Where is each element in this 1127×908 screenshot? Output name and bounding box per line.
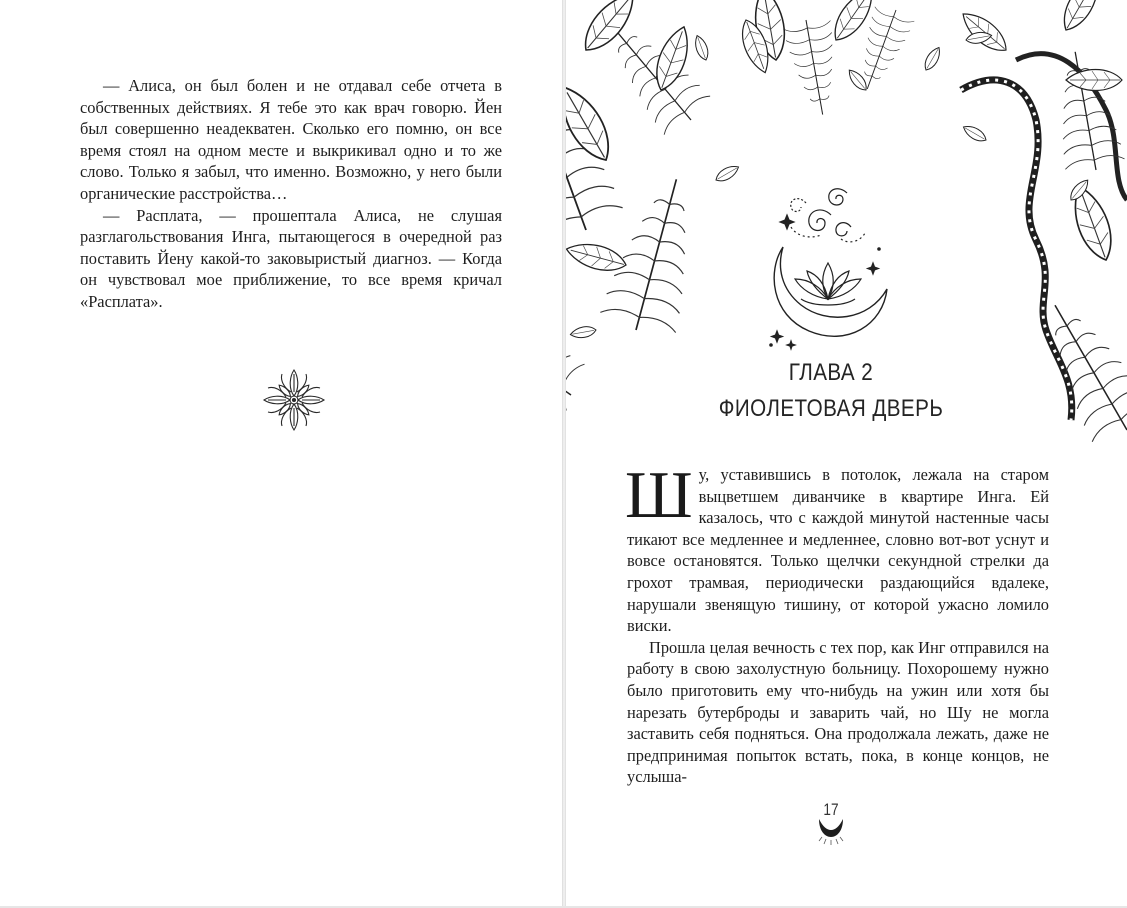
right-page <box>566 0 1127 908</box>
left-paragraph-2: — Расплата, — прошептала Алиса, не слушая разглагольствования Инга, пытающегося в очередной раз поставить Йену какой-то заковыристый диагноз. — Когда он чувствовал мое приближение, то все время кричал «Расплата». <box>80 205 502 311</box>
left-page-text <box>80 75 502 313</box>
left-paragraph-1: — Алиса, он был болен и не отдавал себе отчета в собственных действиях. Я тебе это как врач говорю. Йен был совершенно неадекватен. Сколько его помню, он все время стоял на одном месте и выкрикивал одно и то же слово. Только я забыл, что именно. Возможно, у него были органические расстройства… <box>80 76 502 203</box>
right-paragraph-1 <box>625 458 1049 637</box>
right-page-text <box>625 458 1049 788</box>
drop-cap: Ш <box>625 458 693 532</box>
crescent-moon-icon <box>813 815 849 847</box>
right-paragraph-1-text: у, уставившись в потолок, лежала на старом выцветшем диванчике в квартире Инга. Ей казалось, что с каждой минутой настенные часы тикают все медленнее и медленнее, словно вот-вот уснут и вовсе остановятся. Только щелчки секундной стрелки да грохот трамвая, периодически раздающийся вдалеке, нарушали звенящую тишину, от которой ужасно ломило виски. <box>627 465 1049 636</box>
chapter-number: ГЛАВА 2 <box>788 359 874 386</box>
page-number: 17 <box>823 800 839 819</box>
chapter-title: ФИОЛЕТОВАЯ ДВЕРЬ <box>718 395 944 422</box>
crescent-moon-lotus-icon <box>761 175 896 355</box>
right-paragraph-2: Прошла целая вечность с тех пор, как Инг отправился на работу в свою захолустную больницу. Похорошему нужно было приготовить ему что-нибудь на ужин или хотя бы нарезать бутерброды и заварить чай, но Шу не могла заставить себя подняться. Она продолжала лежать, даже не предпринимая попыток встать, пока, в конце концов, не услыша- <box>627 637 1049 787</box>
lotus-flower-ornament-icon <box>258 366 330 434</box>
left-page <box>0 0 563 908</box>
